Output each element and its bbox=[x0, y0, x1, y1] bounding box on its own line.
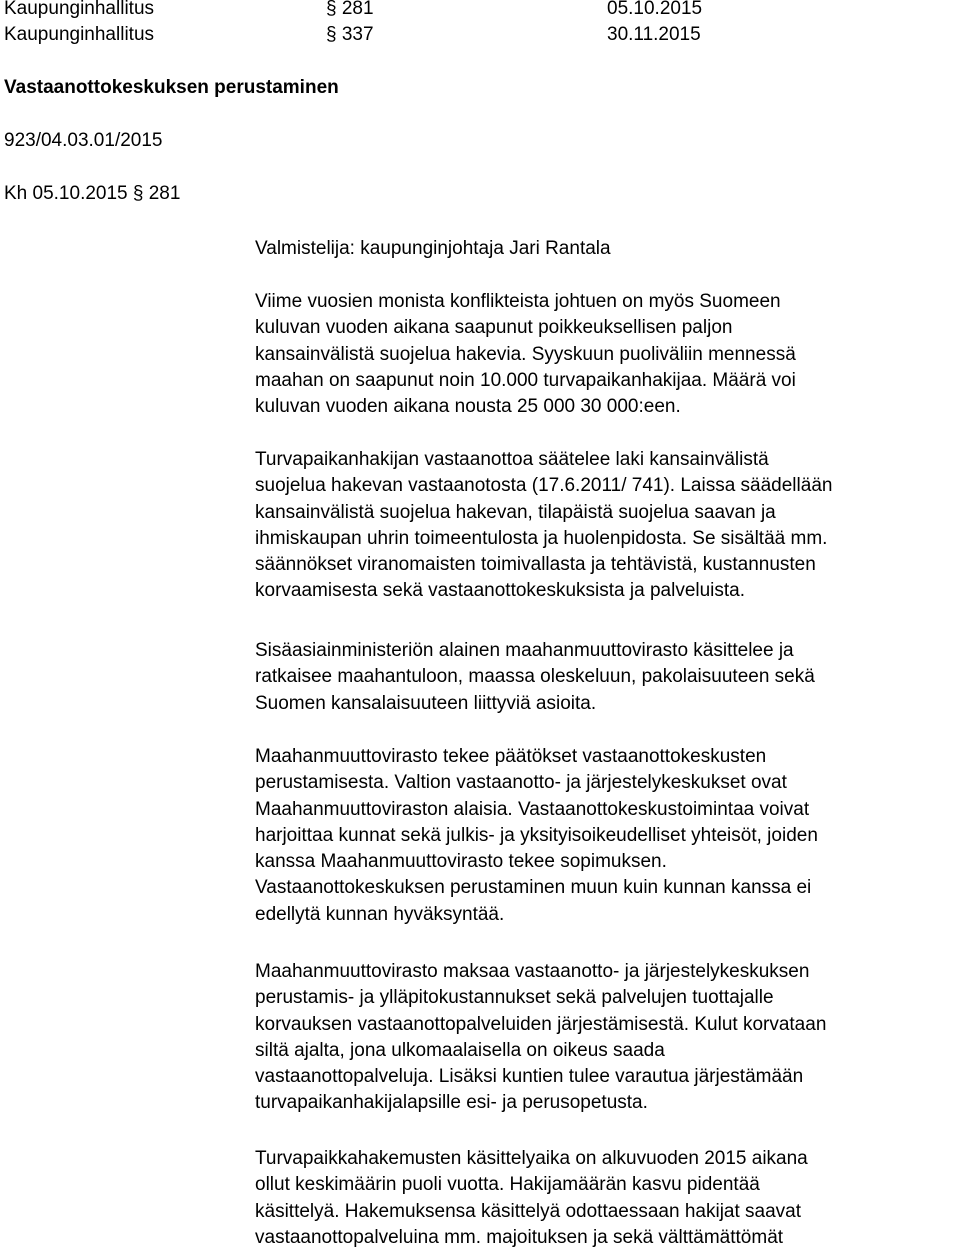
header-section-number: § 281 bbox=[326, 0, 374, 19]
header-body-name: Kaupunginhallitus bbox=[4, 24, 155, 45]
paragraph-text: Sisäasiainministeriön alainen maahanmuuttovirasto käsittelee ja ratkaisee maahantuloon, maassa oleskeluun, pakolaisuuteen sekä Suomen kansalaisuuteen liittyviä asioita. bbox=[255, 640, 815, 714]
header-row bbox=[4, 22, 701, 48]
preparer-line: Valmistelija: kaupunginjohtaja Jari Rantala bbox=[255, 238, 611, 259]
body-paragraph bbox=[255, 638, 960, 717]
header-body-name: Kaupunginhallitus bbox=[4, 0, 155, 19]
body-paragraph bbox=[255, 289, 960, 420]
paragraph-text: Maahanmuuttovirasto maksaa vastaanotto- ja järjestelykeskuksen perustamis- ja ylläpitokustannukset sekä palvelujen tuottajalle korvauksen vastaanottopalveluiden järjestämisestä. Kulut korvataan siltä ajalta, jona ulkomaalaisella on oikeus saada vastaanottopalveluja. Lisäksi kuntien tulee varautua järjestämään turvapaikanhakijalapsille esi- ja perusopetusta. bbox=[255, 961, 827, 1114]
paragraph-text: Turvapaikkahakemusten käsittelyaika on alkuvuoden 2015 aikana ollut keskimäärin puoli vuotta. Hakijamäärän kasvu pidentää käsittelyä. Hakemuksensa käsittelyä odottaessaan hakijat saavat vastaanottopalveluina mm. majoituksen ja sekä välttämättömät bbox=[255, 1148, 808, 1248]
diary-number: 923/04.03.01/2015 bbox=[4, 130, 163, 151]
header-meeting-date: 30.11.2015 bbox=[607, 24, 701, 45]
body-paragraph bbox=[255, 447, 960, 605]
document-title: Vastaanottokeskuksen perustaminen bbox=[4, 77, 339, 98]
header-section-number: § 337 bbox=[326, 24, 374, 45]
paragraph-text: Turvapaikanhakijan vastaanottoa säätelee laki kansainvälistä suojelua hakevan vastaanotosta (17.6.2011/ 741). Laissa säädellään kansainvälistä suojelua hakevan, tilapäistä suojelua saavan ja ihmiskaupan uhrin toimeentulosta ja huolenpidosta. Se sisältää mm. säännökset viranomaisten toimivallasta ja tehtävistä, kustannusten korvaamisesta sekä vastaanottokeskuksista ja palveluista. bbox=[255, 449, 833, 602]
header-row bbox=[4, 0, 703, 22]
header-meeting-date: 05.10.2015 bbox=[607, 0, 703, 19]
body-paragraph bbox=[255, 1146, 960, 1251]
board-reference: Kh 05.10.2015 § 281 bbox=[4, 183, 181, 204]
body-paragraph bbox=[255, 744, 960, 928]
paragraph-text: Maahanmuuttovirasto tekee päätökset vastaanottokeskusten perustamisesta. Valtion vastaanotto- ja järjestelykeskukset ovat Maahanmuuttoviraston alaisia. Vastaanottokeskustoimintaa voivat harjoittaa kunnat sekä julkis- ja yksityisoikeudelliset yhteisöt, joiden kanssa Maahanmuuttovirasto tekee sopimuksen. Vastaanottokeskuksen perustaminen muun kuin kunnan kanssa ei edellytä kunnan hyväksyntää. bbox=[255, 746, 818, 925]
paragraph-text: Viime vuosien monista konflikteista johtuen on myös Suomeen kuluvan vuoden aikana saapunut poikkeuksellisen paljon kansainvälistä suojelua hakevia. Syyskuun puoliväliin mennessä maahan on saapunut noin 10.000 turvapaikanhakijaa. Määrä voi kuluvan vuoden aikana nousta 25 000 30 000:een. bbox=[255, 291, 796, 418]
body-paragraph bbox=[255, 959, 960, 1117]
